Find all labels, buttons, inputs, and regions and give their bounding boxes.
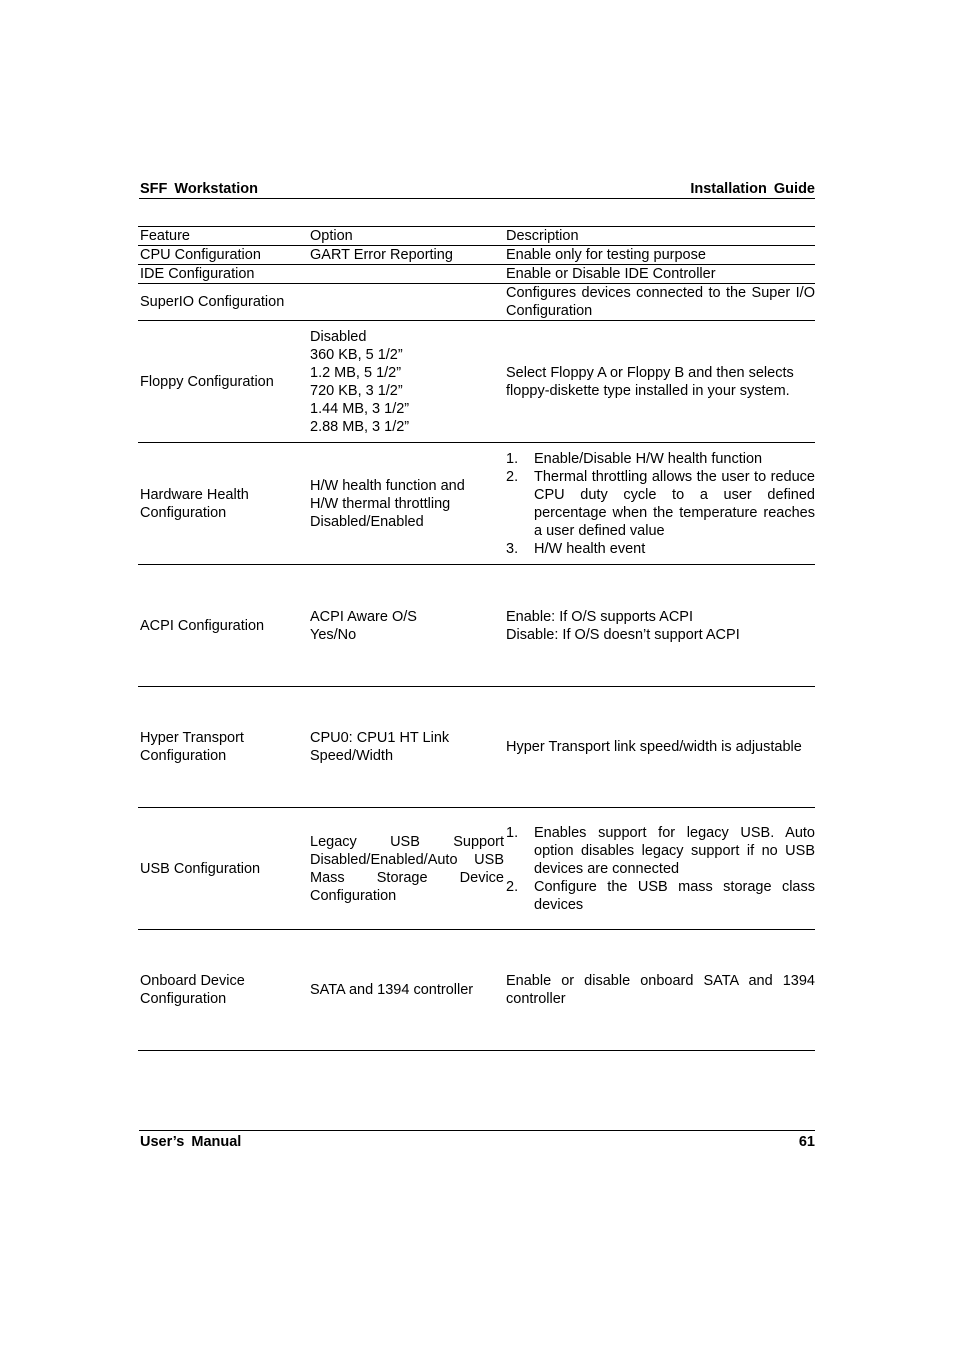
column-header-description: Description [504, 227, 815, 246]
table-row [138, 265, 815, 284]
description-cell: Enable or disable onboard SATA and 1394 controller [504, 930, 815, 1051]
page-footer [139, 1130, 815, 1151]
description-cell [504, 443, 815, 565]
feature-cell: Floppy Configuration [138, 321, 308, 443]
list-item: 2. Configure the USB mass storage class devices [506, 878, 815, 913]
footer-title: User’s Manual [140, 1134, 242, 1150]
description-line: Enable: If O/S supports ACPI [506, 608, 693, 625]
column-header-option: Option [308, 227, 504, 246]
description-cell: Enable or Disable IDE Controller [504, 265, 815, 284]
option-line: 720 KB, 3 1/2” [310, 382, 403, 399]
feature-cell: Hardware Health Configuration [138, 443, 308, 565]
page-header [139, 181, 815, 199]
table-row [138, 443, 815, 565]
option-line: ACPI Aware O/S [310, 608, 417, 625]
feature-cell: ACPI Configuration [138, 565, 308, 687]
table-header-row [138, 227, 815, 246]
option-line: Yes/No [310, 626, 357, 643]
option-line: Disabled [310, 328, 367, 345]
description-cell: Enable only for testing purpose [504, 246, 815, 265]
description-cell [504, 565, 815, 687]
table-row [138, 687, 815, 808]
header-title: SFF Workstation [140, 181, 258, 197]
option-cell: CPU0: CPU1 HT Link Speed/Width [308, 687, 504, 808]
feature-cell: Hyper Transport Configuration [138, 687, 308, 808]
list-item: 1. Enable/Disable H/W health function [506, 450, 763, 467]
description-line: Disable: If O/S doesn’t support ACPI [506, 626, 740, 643]
option-line: 360 KB, 5 1/2” [310, 346, 403, 363]
option-cell: Legacy USB Support Disabled/Enabled/Auto USB Mass Storage Device Configuration [308, 808, 504, 930]
option-cell [308, 321, 504, 443]
option-line: 2.88 MB, 3 1/2” [310, 418, 410, 435]
table-row [138, 284, 815, 321]
table-row [138, 321, 815, 443]
option-cell [308, 284, 504, 321]
table-row [138, 246, 815, 265]
bios-settings-table [138, 226, 815, 1051]
description-cell: Configures devices connected to the Super I/O Configuration [506, 285, 815, 319]
option-line: 1.2 MB, 5 1/2” [310, 364, 402, 381]
table-row [138, 565, 815, 687]
page-number: 61 [798, 1134, 815, 1150]
header-guide-title: Installation Guide [690, 181, 815, 197]
description-cell: Select Floppy A or Floppy B and then selects floppy-diskette type installed in your system. [504, 321, 815, 443]
option-cell [308, 565, 504, 687]
option-line: 1.44 MB, 3 1/2” [310, 400, 410, 417]
list-item: 2. Thermal throttling allows the user to reduce CPU duty cycle to a user defined percentage when the temperature reaches a user defined value [506, 468, 815, 539]
description-cell [504, 808, 815, 930]
feature-cell: Onboard Device Configuration [138, 930, 308, 1051]
feature-cell: SuperIO Configuration [138, 284, 308, 321]
option-cell [308, 265, 504, 284]
table-row [138, 930, 815, 1051]
option-cell [308, 443, 504, 565]
table-row [138, 808, 815, 930]
description-list [506, 450, 815, 558]
option-line: H/W health function and [310, 477, 465, 494]
description-cell: Hyper Transport link speed/width is adjustable [504, 687, 815, 808]
feature-cell: USB Configuration [138, 808, 308, 930]
column-header-feature: Feature [138, 227, 308, 246]
option-line: Disabled/Enabled [310, 513, 424, 530]
feature-cell: IDE Configuration [138, 265, 308, 284]
option-line: H/W thermal throttling [310, 495, 451, 512]
feature-cell: CPU Configuration [138, 246, 308, 265]
list-item: 3. H/W health event [506, 540, 646, 557]
list-item: 1. Enables support for legacy USB. Auto option disables legacy support if no USB devices are connected [506, 824, 815, 877]
option-cell: SATA and 1394 controller [308, 930, 504, 1051]
description-list [506, 824, 815, 914]
option-cell: GART Error Reporting [308, 246, 504, 265]
